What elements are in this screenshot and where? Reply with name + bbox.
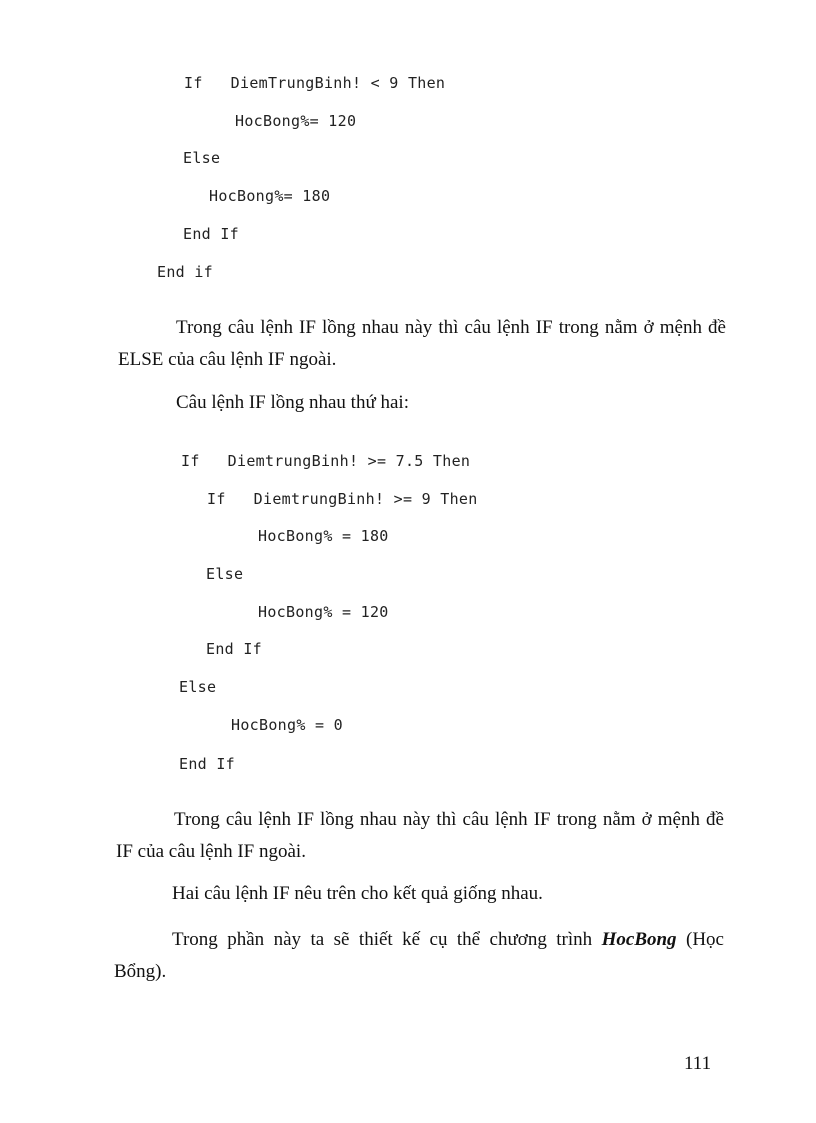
code-line: End If [206, 640, 262, 658]
paragraph-text: Trong phần này ta sẽ thiết kế cụ thể chương trình [172, 929, 602, 950]
page-number: 111 [684, 1053, 712, 1074]
code-line: HocBong%= 120 [235, 112, 357, 130]
code-line: End If [183, 225, 239, 243]
code-line: If DiemtrungBinh! >= 7.5 Then [181, 452, 471, 470]
program-name: HocBong [601, 929, 677, 950]
code-line: End If [179, 755, 235, 773]
paragraph: Trong câu lệnh IF lồng nhau này thì câu lệnh IF trong nằm ở mệnh đề IF của câu lệnh IF ngoài. [116, 809, 724, 862]
code-line: Else [206, 565, 244, 583]
code-line: End if [157, 263, 213, 281]
paragraph: Câu lệnh IF lồng nhau thứ hai: [176, 392, 409, 413]
code-line: HocBong% = 0 [231, 716, 343, 734]
paragraph [114, 924, 724, 988]
paragraph: Hai câu lệnh IF nêu trên cho kết quả giống nhau. [172, 883, 543, 904]
code-line: HocBong% = 180 [258, 527, 389, 545]
code-line: HocBong%= 180 [209, 187, 331, 205]
code-line: If DiemtrungBinh! >= 9 Then [207, 490, 478, 508]
paragraph-text: (Học Bổng). [114, 929, 724, 982]
code-line: If DiemTrungBinh! < 9 Then [184, 74, 446, 92]
code-line: Else [179, 678, 217, 696]
paragraph: Trong câu lệnh IF lồng nhau này thì câu lệnh IF trong nằm ở mệnh đề ELSE của câu lệnh IF ngoài. [118, 317, 726, 370]
code-line: Else [183, 149, 221, 167]
code-line: HocBong% = 120 [258, 603, 389, 621]
